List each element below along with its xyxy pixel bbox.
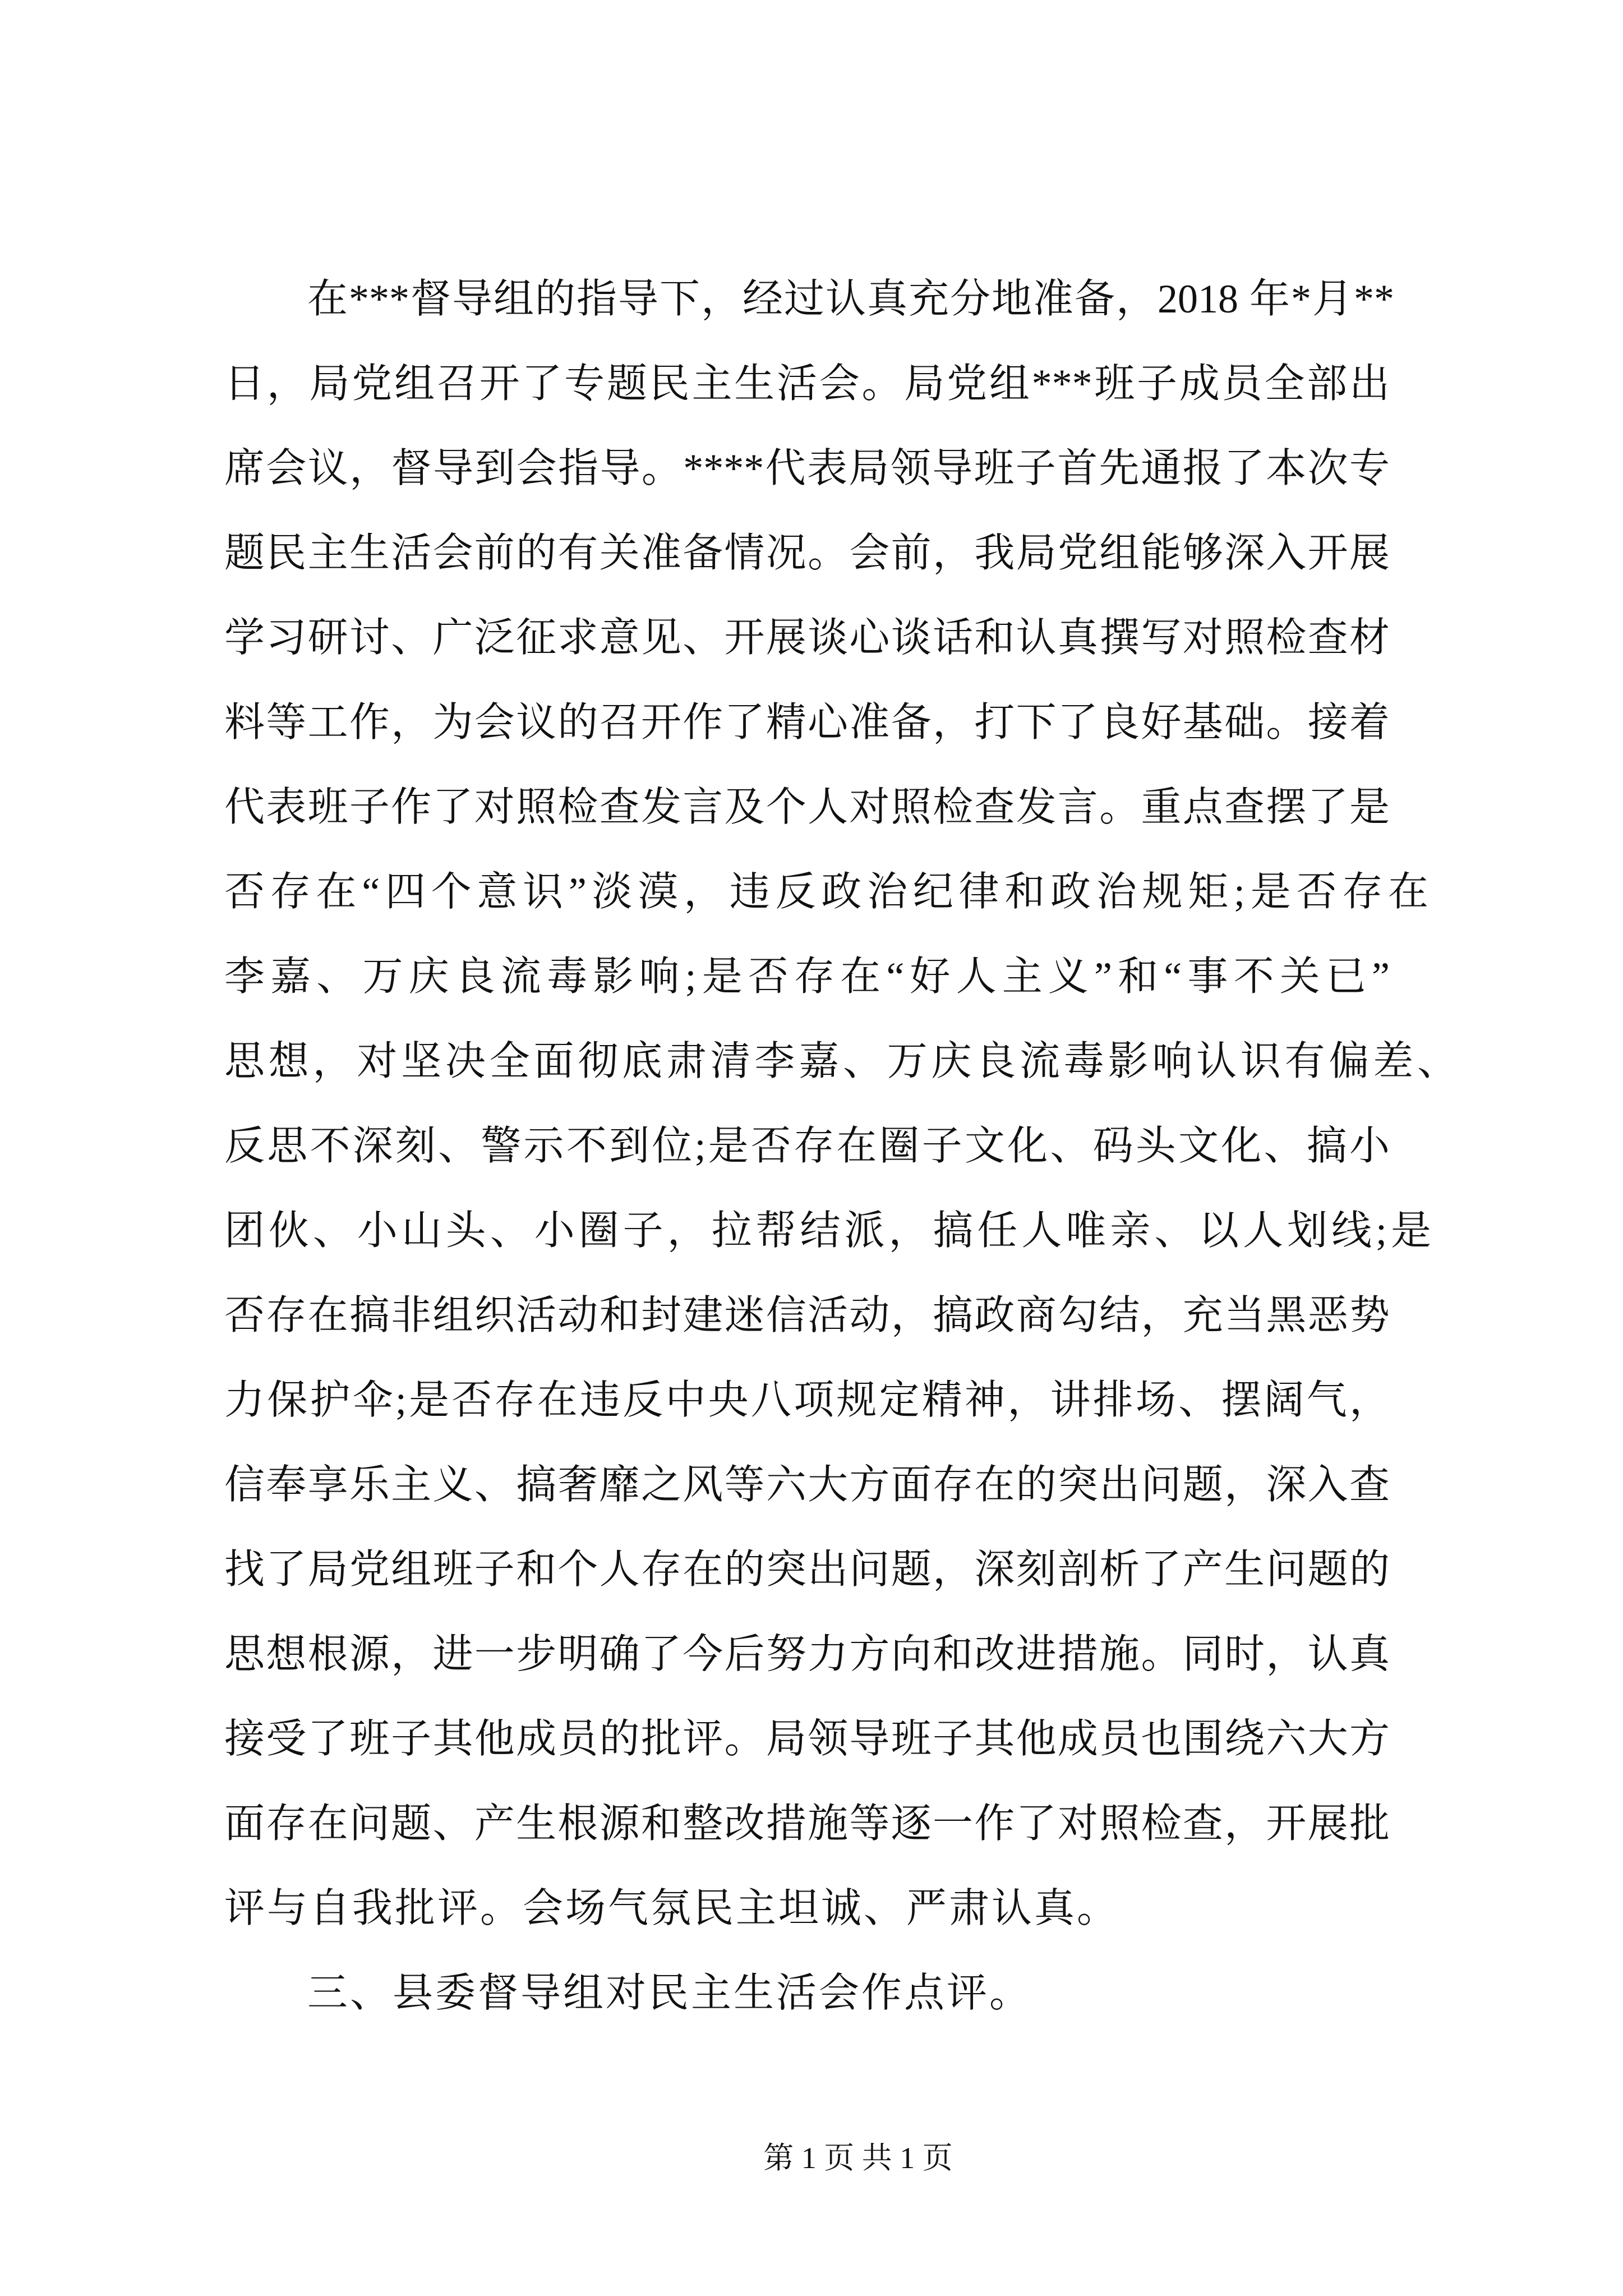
paragraph-line: 日，局党组召开了专题民主生活会。局党组***班子成员全部出 [224,361,1390,406]
paragraph-line: 面存在问题、产生根源和整改措施等逐一作了对照检查，开展批 [224,1801,1390,1846]
paragraph-line: 评与自我批评。会场气氛民主坦诚、严肃认真。 [224,1886,1120,1931]
paragraph-line: 信奉享乐主义、搞奢靡之风等六大方面存在的突出问题，深入查 [224,1462,1390,1507]
paragraph-line: 力保护伞;是否存在违反中央八项规定精神，讲排场、摆阔气， [224,1378,1390,1423]
page-footer: 第 1 页 共 1 页 [763,2141,953,2175]
paragraph-line: 思想根源，进一步明确了今后努力方向和改进措施。同时，认真 [224,1632,1390,1677]
paragraph-line: 学习研讨、广泛征求意见、开展谈心谈话和认真撰写对照检查材 [224,615,1390,660]
paragraph-line: 题民主生活会前的有关准备情况。会前，我局党组能够深入开展 [224,531,1390,576]
paragraph-line: 代表班子作了对照检查发言及个人对照检查发言。重点查摆了是 [224,785,1390,830]
paragraph-line: 反思不深刻、警示不到位;是否存在圈子文化、码头文化、搞小 [224,1124,1390,1168]
paragraph-line: 思想，对坚决全面彻底肃清李嘉、万庆良流毒影响认识有偏差、 [224,1039,1458,1084]
paragraph-line: 否存在“四个意识”淡漠，违反政治纪律和政治规矩;是否存在 [224,869,1428,914]
paragraph-line: 接受了班子其他成员的批评。局领导班子其他成员也围绕六大方 [224,1717,1390,1761]
paragraph-line: 席会议，督导到会指导。****代表局领导班子首先通报了本次专 [224,446,1390,491]
paragraph-line: 李嘉、万庆良流毒影响;是否存在“好人主义”和“事不关已” [224,954,1390,999]
paragraph [224,257,1458,1951]
paragraph-line: 否存在搞非组织活动和封建迷信活动，搞政商勾结，充当黑恶势 [224,1293,1390,1338]
section-heading-line: 三、县委督导组对民主生活会作点评。 [307,1971,1032,2016]
paragraph-line: 团伙、小山头、小圈子，拉帮结派，搞任人唯亲、以人划线;是 [224,1208,1431,1253]
paragraph-line: 找了局党组班子和个人存在的突出问题，深刻剖析了产生问题的 [224,1547,1390,1592]
paragraph-line: 在***督导组的指导下，经过认真充分地准备，2018 年*月** [307,277,1394,321]
section-heading-paragraph [224,1951,1458,2036]
document-body [224,257,1458,2036]
paragraph-line: 料等工作，为会议的召开作了精心准备，打下了良好基础。接着 [224,700,1390,745]
